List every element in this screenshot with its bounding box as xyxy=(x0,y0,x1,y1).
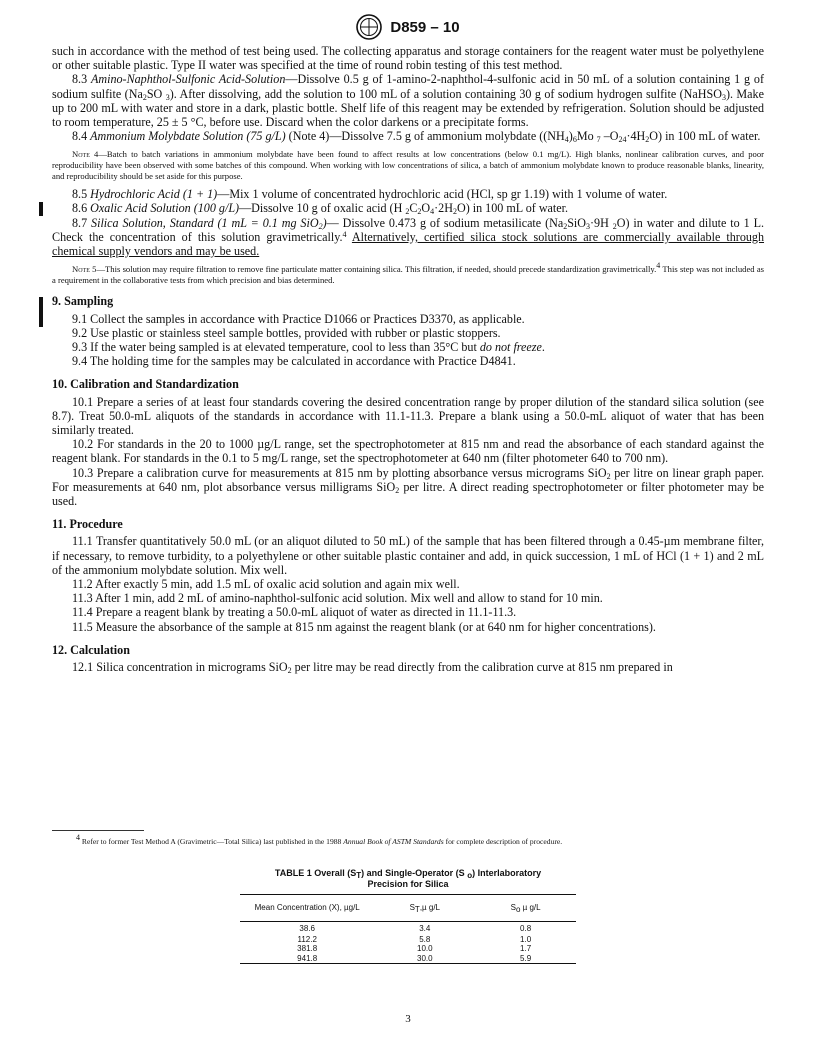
footnote-divider xyxy=(52,830,144,831)
section-8-5: 8.5 Hydrochloric Acid (1 + 1)—Mix 1 volume of concentrated hydrochloric acid (HCl, sp gr 1.19) with 1 volume of water. xyxy=(72,187,668,202)
paragraph: 12.1 Silica concentration in micrograms SiO$_2$ per litre may be read directly from the calibration curve at 815 nm prepared in xyxy=(72,660,673,676)
table-row: 38.6 3.4 0.8 xyxy=(299,923,532,933)
section-heading: 12. Calculation xyxy=(52,642,130,657)
paragraph: 10.2 For standards in the 20 to 1000 µg/L range, set the spectrophotometer at 815 nm and read the absorbance of each standard against the reagent blank. For standards in the 0.1 to 5 mg/L range, set the spectrophotometer at 640 nm (filter photometer 640 to 700 nm). xyxy=(52,437,764,466)
column-header: $S_o$ µ g/L xyxy=(475,895,576,922)
table-row: 381.8 10.0 1.7 xyxy=(297,944,532,953)
section-8-7: 8.7 Silica Solution, Standard (1 mL = 0.1 mg SiO$_2$)— Dissolve 0.473 g of sodium metasilicate ($Na_2SiO_3\cdot 9H$ $_2$O) in water and dilute to 1 L. Check the concentration of this solution gravimetrically.$^4$ Alternatively, certified silica stock solutions are commercially available through chemical supply vendors and may be used. xyxy=(52,215,765,259)
section-heading: 9. Sampling xyxy=(52,294,114,309)
footnote-4: $^4$ Refer to former Test Method A (Gravimetric—Total Silica) last published in the 1988 Annual Book of ASTM Standards for complete description of procedure. xyxy=(76,833,563,846)
section-8-6: 8.6 Oxalic Acid Solution (100 g/L)—Dissolve 10 g of oxalic acid (H $_2C_2O_4\cdot 2H_2O$) in 100 mL of water. xyxy=(72,201,569,217)
paragraph: 9.3 If the water being sampled is at elevated temperature, cool to less than 35°C but do not freeze. xyxy=(72,340,545,355)
paragraph: 9.2 Use plastic or stainless steel sample bottles, provided with rubber or plastic stoppers. xyxy=(72,325,501,340)
change-bar xyxy=(39,297,43,327)
body-text xyxy=(52,44,764,674)
paragraph: 9.1 Collect the samples in accordance with Practice D1066 or Practices D3370, as applicable. xyxy=(72,311,525,326)
note-5: Note 5—This solution may require filtration to remove fine particulate matter containing silica. This filtration, if needed, should precede standardization gravimetrically.$^4$ This step was not included as a requirement in the collaborative tests from which precision and bias determined. xyxy=(52,261,765,285)
paragraph: 10.3 Prepare a calibration curve for measurements at 815 nm by plotting absorbance versus micrograms SiO$_2$ per litre on linear graph paper. For measurements at 640 nm, plot absorbance versus milligrams SiO$_2$ per litre. A direct reading spectrophotometer or filter photometer may be used. xyxy=(52,465,764,509)
paragraph: 11.2 After exactly 5 min, add 1.5 mL of oxalic acid solution and again mix well. xyxy=(72,577,460,592)
standard-designation: D859 – 10 xyxy=(390,18,460,36)
change-bar xyxy=(39,202,43,216)
precision-table xyxy=(240,894,576,964)
paragraph: 11.3 After 1 min, add 2 mL of amino-naphthol-sulfonic acid solution. Mix well and allow to stand for 10 min. xyxy=(72,591,603,606)
astm-logo-icon xyxy=(356,14,382,40)
table-row: 941.8 30.0 5.9 xyxy=(240,954,576,964)
section-8-4: 8.4 Ammonium Molybdate Solution (75 g/L) (Note 4)—Dissolve 7.5 g of ammonium molybdate ($(NH_4)_6Mo$ $_7$ $-O_{24}\cdot 4H_2O$) in 100 mL of water. xyxy=(72,129,761,145)
page-number: 3 xyxy=(405,1013,411,1025)
note-4: Note 4—Batch to batch variations in ammonium molybdate have been found to affect results at low concentrations (below 0.1 mg/L). High blanks, nonlinear calibration curves, and poor reproducibility have been observed with some batches of this compound. When working with low concentrations of silica, a batch of ammonium molybdate known to produce reasonable blanks, linearity, and reproducibility should be set aside for this purpose. xyxy=(52,149,764,181)
column-header: Mean Concentration (X), µg/L xyxy=(240,895,374,922)
section-heading: 11. Procedure xyxy=(52,517,123,532)
column-header: $S_T,\mu$ g/L xyxy=(374,895,475,922)
section-heading: 10. Calibration and Standardization xyxy=(52,377,239,392)
paragraph: 11.1 Transfer quantitatively 50.0 mL (or an aliquot diluted to 50 mL) of the sample that has been filtered through a 0.45-µm membrane filter, if necessary, to remove turbidity, to a polyethylene or other suitable plastic container and add, in quick succession, 1 mL of HCl (1 + 1) and 2 mL of the ammonium molybdate solution. Mix well. xyxy=(52,534,764,577)
table-caption: TABLE 1 Overall $(S_T)$ and Single-Operator (S $_o$) Interlaboratory Precision for Silica xyxy=(274,868,542,889)
paragraph: 10.1 Prepare a series of at least four standards covering the desired concentration range by proper dilution of the standard silica solution (see 8.7). Treat 50.0-mL aliquots of the standards in accordance with 11.1-11.3. Prepare a blank using a 50.0-mL aliquot of water that has been similarly treated. xyxy=(52,394,764,438)
page-header xyxy=(0,14,816,42)
paragraph: 11.5 Measure the absorbance of the sample at 815 nm against the reagent blank (or at 640 nm for higher concentrations). xyxy=(72,619,656,634)
section-8-3: 8.3 Amino-Naphthol-Sulfonic Acid-Solution—Dissolve 0.5 g of 1-amino-2-naphthol-4-sulfonic acid in 50 mL of a solution containing 1 g of sodium sulfite ($Na_2SO$ $_3$). After dissolving, add the solution to 100 mL of a solution containing 30 g of sodium hydrogen sulfite (NaHSO$_3$). Make up to 200 mL with water and store in a dark, plastic bottle. Shelf life of this reagent may be extended by refrigeration. Solution should be adjusted to room temperature, 25 ± 5 °C, before use. Discard when the color darkens or a precipitate forms. xyxy=(52,72,764,130)
paragraph: 9.4 The holding time for the samples may be calculated in accordance with Practice D4841. xyxy=(72,354,516,369)
paragraph: 11.4 Prepare a reagent blank by treating a 50.0-mL aliquot of water as directed in 11.1-11.3. xyxy=(72,605,517,620)
table-row: 112.2 5.8 1.0 xyxy=(297,934,532,944)
paragraph: such in accordance with the method of test being used. The collecting apparatus and storage containers for the reagent water must be polyethylene or other suitable plastic. Type II water was specified at the time of round robin testing of this test method. xyxy=(52,44,764,73)
